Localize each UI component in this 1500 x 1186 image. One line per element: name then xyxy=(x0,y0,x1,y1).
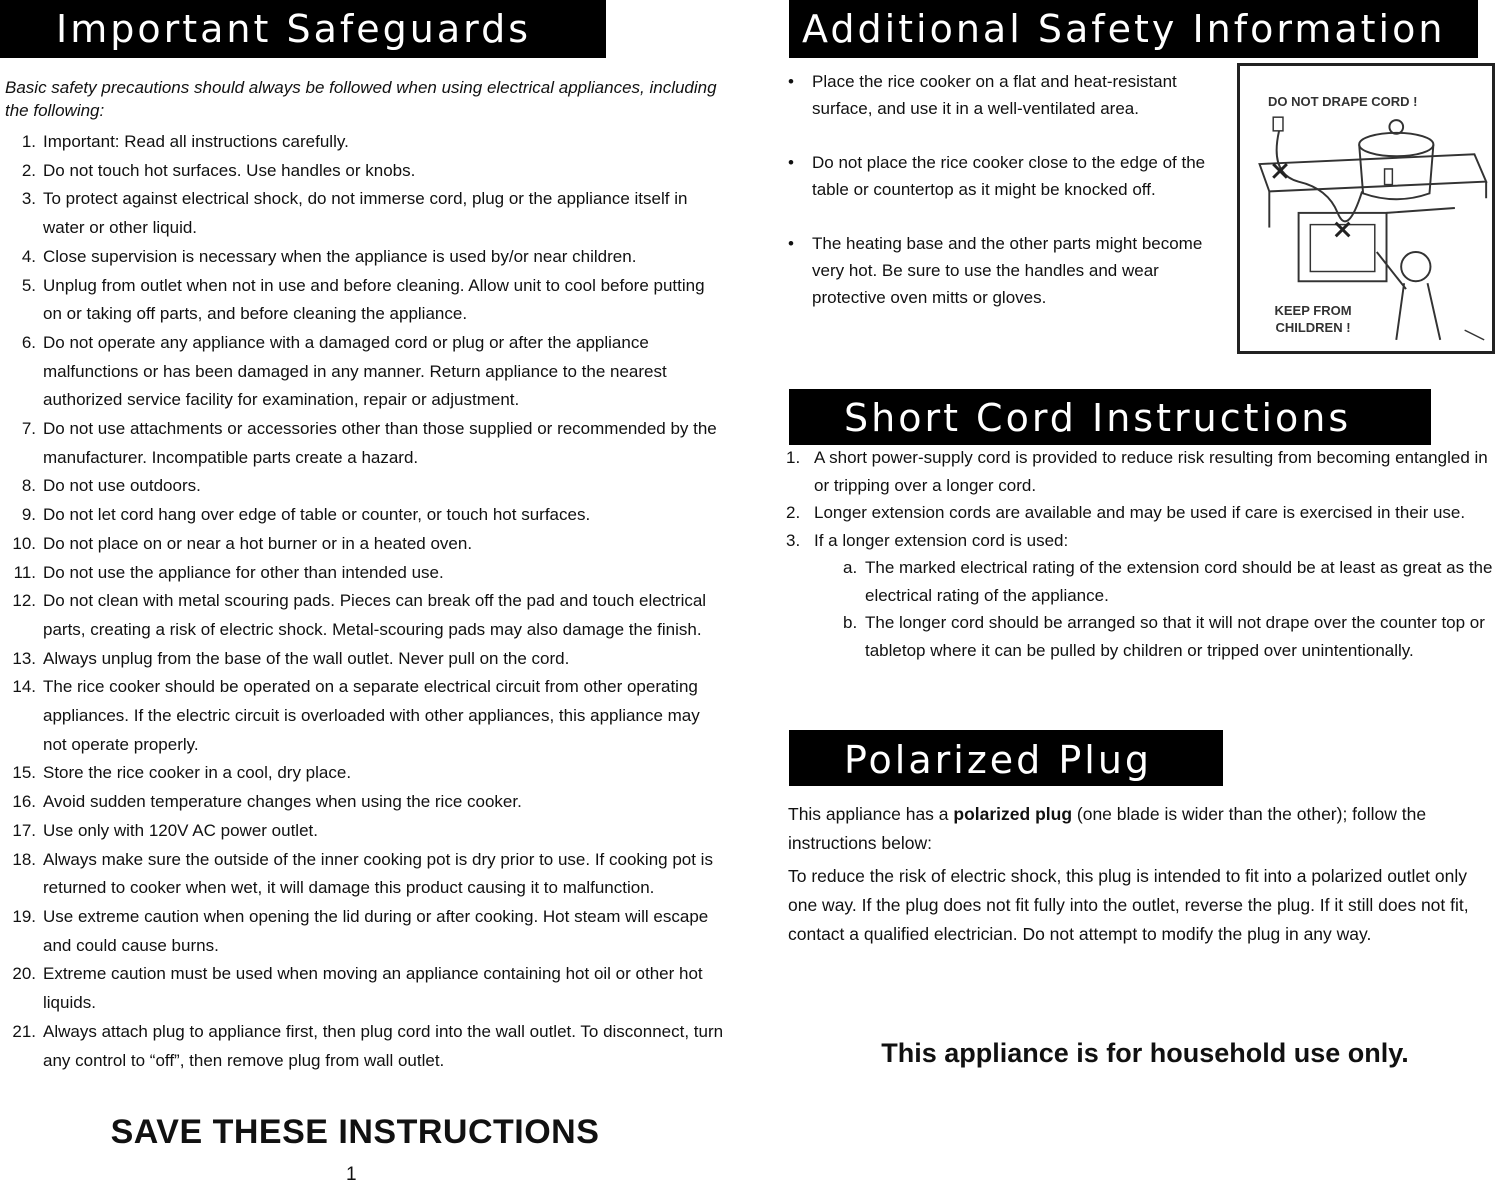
item-letter: b. xyxy=(843,613,858,632)
item-number: 18. xyxy=(12,849,36,869)
list-item xyxy=(6,846,726,903)
item-number: 11. xyxy=(13,562,36,582)
additional-safety-list xyxy=(788,68,1228,338)
item-text: A short power-supply cord is provided to reduce risk resulting from becoming entangled in or tripping over a longer cord. xyxy=(814,448,1488,495)
item-text: If a longer extension cord is used: xyxy=(814,530,1069,550)
item-number: 21. xyxy=(12,1021,36,1041)
item-number: 1. xyxy=(21,132,36,151)
item-number: 2. xyxy=(21,160,36,180)
list-item xyxy=(6,329,726,415)
item-text: To protect against electrical shock, do not immerse cord, plug or the appliance itself in water or other liquid. xyxy=(43,189,688,238)
list-item xyxy=(6,185,726,242)
list-item xyxy=(786,444,1498,499)
list-item xyxy=(6,243,726,272)
list-item xyxy=(788,68,1228,122)
bullet-icon: • xyxy=(788,153,794,172)
item-number: 1. xyxy=(786,448,801,467)
list-item xyxy=(6,759,726,788)
item-text: Do not place on or near a hot burner or in a heated oven. xyxy=(43,533,473,553)
list-item xyxy=(786,527,1498,665)
list-item xyxy=(788,230,1228,311)
list-item xyxy=(6,415,726,472)
item-number: 13. xyxy=(12,648,36,668)
item-text: Always make sure the outside of the inner cooking pot is dry prior to use. If cooking pot is returned to cooker when wet, it will damage this product causing it to malfunction. xyxy=(43,849,713,898)
item-letter: a. xyxy=(843,558,858,577)
polarized-plug-paragraph xyxy=(788,800,1500,858)
item-number: 4. xyxy=(21,246,36,266)
item-text: Close supervision is necessary when the appliance is used by/or near children. xyxy=(43,246,637,266)
list-item xyxy=(6,645,726,674)
list-item xyxy=(6,960,726,1017)
list-item xyxy=(6,157,726,186)
item-text: Store the rice cooker in a cool, dry place. xyxy=(43,763,352,783)
safeguards-list xyxy=(6,128,726,1075)
item-number: 20. xyxy=(12,964,36,984)
item-text: Use only with 120V AC power outlet. xyxy=(43,820,318,840)
list-item xyxy=(788,149,1228,203)
item-text: The longer cord should be arranged so that it will not drape over the counter top or tabletop where it can be pulled by children or tripped over unintentionally. xyxy=(865,613,1485,660)
item-text: Do not use the appliance for other than intended use. xyxy=(43,562,444,582)
list-item xyxy=(6,530,726,559)
polarized-plug-instructions: To reduce the risk of electric shock, this plug is intended to fit into a polarized outlet only one way. If the plug does not fit fully into the outlet, reverse the plug. If it still does not fit, contact a qualified electrician. Do not attempt to modify the plug in any way. xyxy=(788,866,1469,944)
item-number: 8. xyxy=(21,476,36,496)
list-item xyxy=(6,272,726,329)
list-item xyxy=(6,501,726,530)
list-item xyxy=(6,903,726,960)
important-safeguards-banner: Important Safeguards xyxy=(0,0,606,58)
polarized-plug-emphasis: polarized plug xyxy=(953,804,1073,824)
list-item xyxy=(6,128,726,157)
item-text: Do not use attachments or accessories other than those supplied or recommended by the manufacturer. Incompatible parts create a hazard. xyxy=(43,419,717,467)
item-text: Place the rice cooker on a flat and heat-resistant surface, and use it in a well-ventilated area. xyxy=(812,72,1177,118)
item-number: 9. xyxy=(21,505,36,525)
item-text: Do not let cord hang over edge of table or counter, or touch hot surfaces. xyxy=(43,505,591,525)
item-text: Extreme caution must be used when moving an appliance containing hot oil or other hot liquids. xyxy=(43,964,703,1013)
bullet-icon: • xyxy=(788,72,794,91)
item-text: Use extreme caution when opening the lid during or after cooking. Hot steam will escape and could cause burns. xyxy=(43,906,709,955)
item-number: 15. xyxy=(12,763,36,783)
extension-cord-sublist xyxy=(814,554,1498,664)
illustration-caption-top: DO NOT DRAPE CORD ! xyxy=(1268,94,1418,109)
item-number: 16. xyxy=(12,792,36,812)
polarized-plug-banner: Polarized Plug xyxy=(789,730,1223,786)
item-text: The heating base and the other parts might become very hot. Be sure to use the handles and wear protective oven mitts or gloves. xyxy=(812,234,1203,307)
list-item xyxy=(6,788,726,817)
item-text: Always unplug from the base of the wall outlet. Never pull on the cord. xyxy=(43,648,570,668)
save-instructions-heading: SAVE THESE INSTRUCTIONS xyxy=(110,1113,600,1151)
list-item xyxy=(814,554,1498,609)
item-number: 5. xyxy=(21,275,36,295)
short-cord-banner: Short Cord Instructions xyxy=(789,389,1431,445)
short-cord-list xyxy=(786,444,1498,664)
item-number: 19. xyxy=(12,906,36,926)
list-item xyxy=(814,609,1498,664)
list-item xyxy=(6,817,726,846)
paragraph-text: (one blade is wider than the other); follow the instructions below: xyxy=(788,804,1427,853)
item-number: 7. xyxy=(21,419,36,439)
household-use-notice: This appliance is for household use only. xyxy=(881,1038,1409,1068)
item-text: Unplug from outlet when not in use and before cleaning. Allow unit to cool before putting on or taking off parts, and before cleaning the appliance. xyxy=(43,275,705,324)
item-text: Longer extension cords are available and may be used if care is exercised in their use. xyxy=(814,503,1466,522)
item-text: Do not operate any appliance with a damaged cord or plug or after the appliance malfunctions or has been damaged in any manner. Return appliance to the nearest authorized service facility for examination, repair or adjustment. xyxy=(43,332,667,410)
safeguards-intro: Basic safety precautions should always be followed when using electrical appliances, including the following: xyxy=(5,78,717,120)
item-text: Important: Read all instructions carefully. xyxy=(43,132,349,151)
list-item xyxy=(6,1018,726,1075)
item-text: Do not place the rice cooker close to the edge of the table or countertop as it might be knocked off. xyxy=(812,153,1206,199)
illustration-caption-bottom: KEEP FROM CHILDREN ! xyxy=(1274,303,1352,335)
list-item xyxy=(786,499,1498,527)
item-number: 3. xyxy=(786,530,801,550)
item-text: The rice cooker should be operated on a separate electrical circuit from other operating appliances. If the electric circuit is overloaded with other appliances, this appliance may not operate properly. xyxy=(43,677,700,754)
item-number: 14. xyxy=(12,677,36,697)
page-number: 1 xyxy=(346,1164,357,1185)
paragraph-text: This appliance has a xyxy=(788,804,954,824)
item-text: Always attach plug to appliance first, then plug cord into the wall outlet. To disconnect, turn any control to “off”, then remove plug from wall outlet. xyxy=(43,1021,724,1070)
do-not-drape-cord-illustration xyxy=(1237,63,1495,354)
list-item xyxy=(6,559,726,588)
additional-safety-banner: Additional Safety Information xyxy=(789,0,1478,58)
item-text: The marked electrical rating of the extension cord should be at least as great as the electrical rating of the appliance. xyxy=(865,558,1493,605)
bullet-icon: • xyxy=(788,234,794,253)
item-text: Do not use outdoors. xyxy=(43,476,201,496)
list-item xyxy=(6,673,726,759)
item-number: 3. xyxy=(21,189,36,209)
item-number: 12. xyxy=(12,591,36,611)
item-text: Avoid sudden temperature changes when using the rice cooker. xyxy=(43,792,522,812)
item-text: Do not touch hot surfaces. Use handles or knobs. xyxy=(43,160,416,180)
item-number: 17. xyxy=(12,820,36,840)
list-item xyxy=(6,472,726,501)
item-number: 6. xyxy=(21,332,36,352)
list-item xyxy=(6,587,726,644)
item-number: 10. xyxy=(12,533,36,553)
item-number: 2. xyxy=(786,503,801,522)
item-text: Do not clean with metal scouring pads. Pieces can break off the pad and touch electrical parts, creating a risk of electric shock. Metal-scouring pads may also damage the finish. xyxy=(43,591,707,639)
